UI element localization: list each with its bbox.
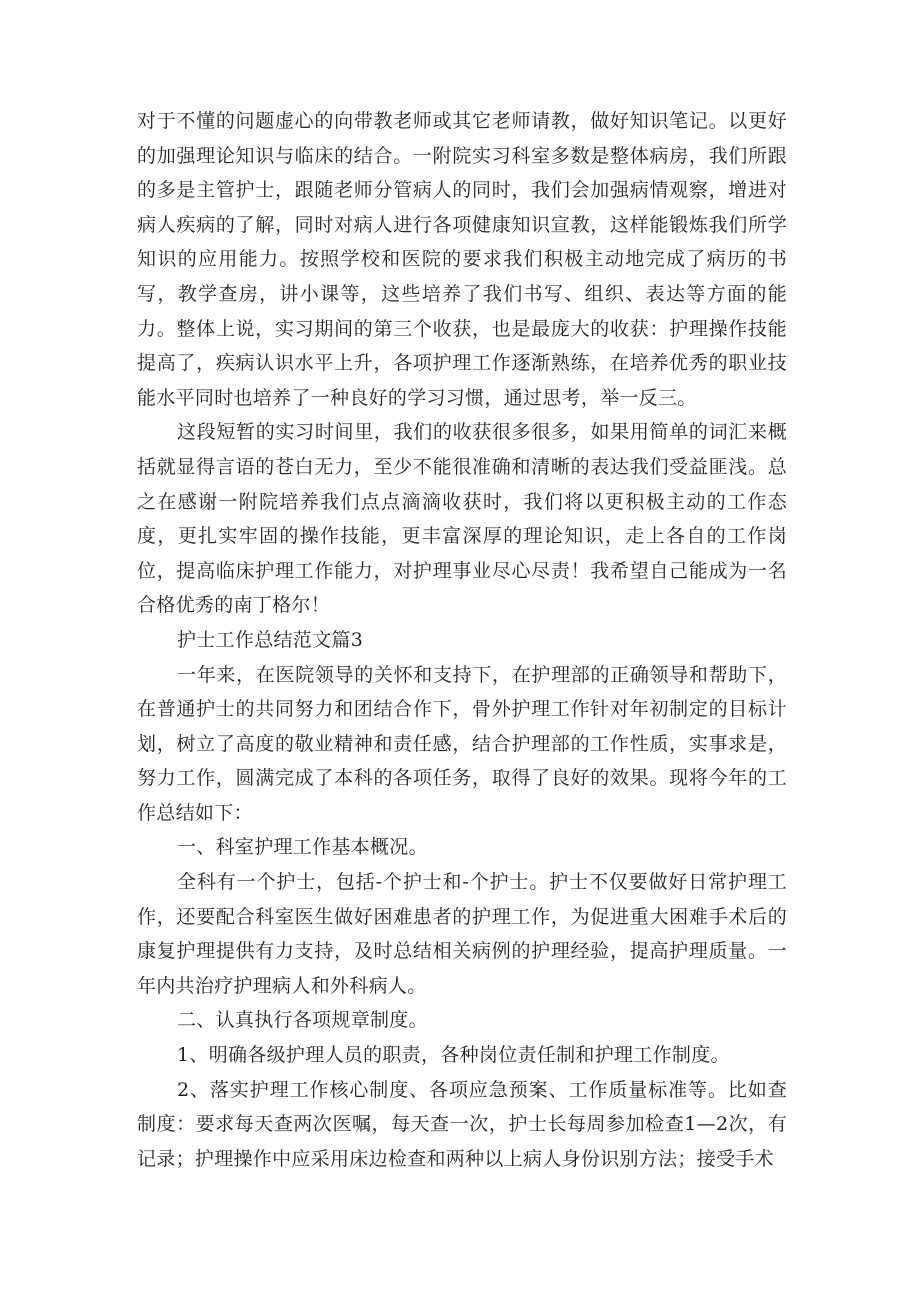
document-body [137, 104, 787, 1176]
section-title-summary-3: 护士工作总结范文篇3 [177, 628, 364, 651]
list-item-1: 1、明确各级护理人员的职责，各种岗位责任制和护理工作制度。 [177, 1044, 730, 1067]
list-item-2: 2、落实护理工作核心制度、各项应急预案、工作质量标准等。比如查制度：要求每天查两次医嘱，每天查一次，护士长每周参加检查1—2次，有记录；护理操作中应采用床边检查和两种以上病人身份识别方法；接受手术 [137, 1078, 787, 1170]
paragraph-department-staff: 全科有一个护士，包括-个护士和-个护士。护士不仅要做好日常护理工作，还要配合科室医生做好困难患者的护理工作，为促进重大困难手术后的康复护理提供有力支持，及时总结相关病例的护理经验，提高护理质量。一年内共治疗护理病人和外科病人。 [137, 871, 787, 997]
paragraph-internship-gains: 对于不懂的问题虚心的向带教老师或其它老师请教，做好知识笔记。以更好的加强理论知识与临床的结合。一附院实习科室多数是整体病房，我们所跟的多是主管护士，跟随老师分管病人的同时，我们会加强病情观察，增进对病人疾病的了解，同时对病人进行各项健康知识宣教，这样能锻炼我们所学知识的应用能力。按照学校和医院的要求我们积极主动地完成了病历的书写，教学查房，讲小课等，这些培养了我们书写、组织、表达等方面的能力。整体上说，实习期间的第三个收获，也是最庞大的收获：护理操作技能提高了，疾病认识水平上升，各项护理工作逐渐熟练，在培养优秀的职业技能水平同时也培养了一种良好的学习习惯，通过思考，举一反三。 [137, 110, 787, 409]
heading-rules-execution: 二、认真执行各项规章制度。 [177, 1009, 428, 1032]
paragraph-internship-summary: 这段短暂的实习时间里，我们的收获很多很多，如果用简单的词汇来概括就显得言语的苍白无力，至少不能很准确和清晰的表达我们受益匪浅。总之在感谢一附院培养我们点点滴滴收获时，我们将以更积极主动的工作态度，更扎实牢固的操作技能，更丰富深厚的理论知识，走上各自的工作岗位，提高临床护理工作能力，对护理事业尽心尽责！我希望自己能成为一名合格优秀的南丁格尔！ [137, 421, 787, 617]
paragraph-year-overview: 一年来，在医院领导的关怀和支持下，在护理部的正确领导和帮助下，在普通护士的共同努力和团结合作下，骨外护理工作针对年初制定的目标计划，树立了高度的敬业精神和责任感，结合护理部的工作性质，实事求是，努力工作，圆满完成了本科的各项任务，取得了良好的效果。现将今年的工作总结如下： [137, 663, 787, 824]
heading-department-overview: 一、科室护理工作基本概况。 [177, 836, 428, 859]
